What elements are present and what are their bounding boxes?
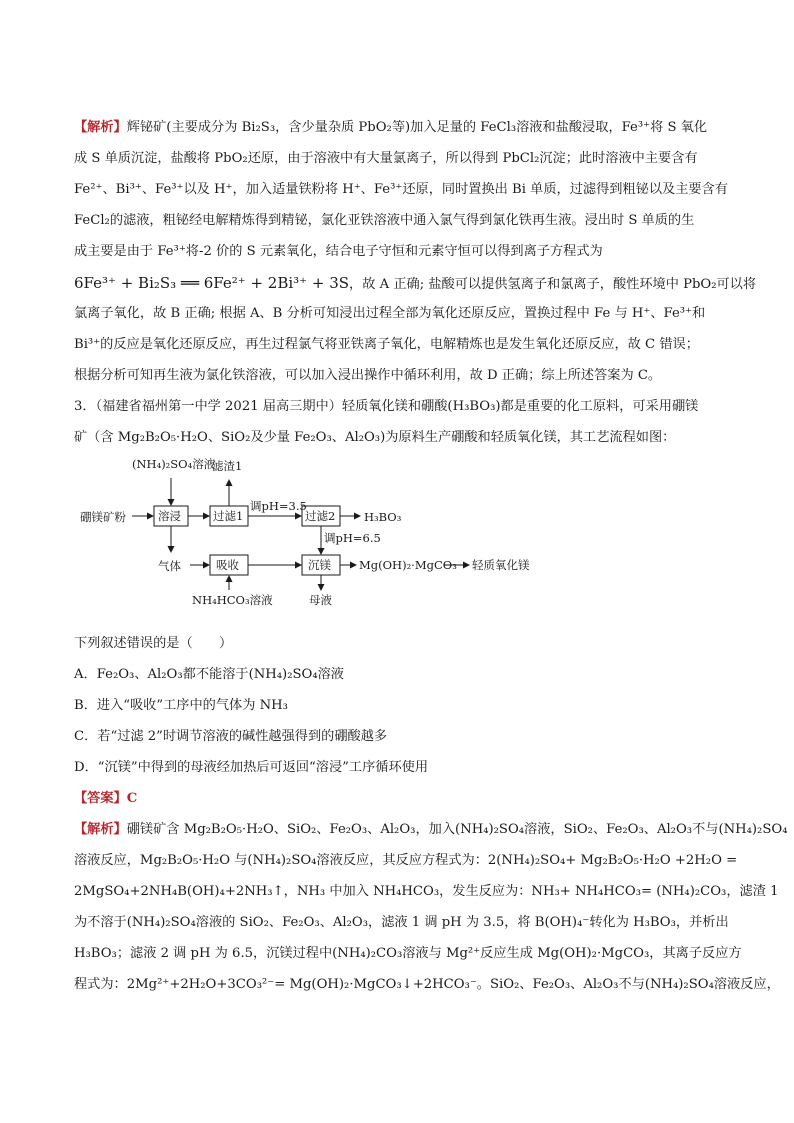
- absorb-label: 吸收: [216, 558, 239, 572]
- residue1-label: 滤渣1: [212, 459, 243, 473]
- para2-line-4: 为不溶于(NH₄)₂SO₄溶液的 SiO₂、Fe₂O₃、Al₂O₃，滤液 1 调 pH 为 3.5，将 B(OH)₄⁻转化为 H₃BO₃，并析出: [74, 915, 729, 930]
- para1-equation-line: 6Fe³⁺ + Bi₂S₃ ══ 6Fe²⁺ + 2Bi³⁺ + 3S，故 A 正确; 盐酸可以提供氢离子和氯离子，酸性环境中 PbO₂可以将: [74, 274, 757, 292]
- answer-line: [74, 789, 724, 809]
- para1-line-4: FeCl₂的滤液，粗铋经电解精炼得到精铋，氯化亚铁溶液中通入氯气得到氯化铁再生液。浸出时 S 单质的生: [74, 213, 695, 228]
- filter2-label: 过滤2: [305, 509, 336, 523]
- para2-line-6: 程式为：2Mg²⁺+2H₂O+3CO₃²⁻= Mg(OH)₂·MgCO₃↓+2HCO₃⁻。SiO₂、Fe₂O₃、Al₂O₃不与(NH₄)₂SO₄溶液反应，: [74, 977, 780, 992]
- option-a: A．Fe₂O₃、Al₂O₃都不能溶于(NH₄)₂SO₄溶液: [74, 667, 344, 682]
- para1-line-8: Bi³⁺的反应是氧化还原反应，再生过程氯气将亚铁离子氧化，电解精炼也是发生氧化还原反应，故 C 错误；: [74, 337, 699, 352]
- light-mgo-label: 轻质氧化镁: [472, 558, 530, 572]
- ph2-label: 调pH=6.5: [324, 531, 381, 545]
- ionic-equation: 6Fe³⁺ + Bi₂S₃ ══ 6Fe²⁺ + 2Bi³⁺ + 3S: [74, 274, 350, 292]
- boric-acid-label: H₃BO₃: [364, 510, 402, 524]
- answer-value: C: [126, 791, 138, 806]
- ph1-label: 调pH=3.5: [250, 499, 307, 513]
- option-b: B．进入“吸收”工序中的气体为 NH₃: [74, 698, 288, 713]
- para1-line-2: 成 S 单质沉淀，盐酸将 PbO₂还原，由于溶液中有大量氯离子，所以得到 PbCl₂沉淀；此时溶液中主要含有: [74, 151, 698, 166]
- question-prompt: 下列叙述错误的是（ ）: [74, 636, 233, 651]
- para2-line-3: 2MgSO₄+2NH₄B(OH)₄+2NH₃↑，NH₃ 中加入 NH₄HCO₃，发生反应为：NH₃+ NH₄HCO₃= (NH₄)₂CO₃，滤渣 1: [74, 884, 779, 899]
- reagent-top-label: (NH₄)₂SO₄溶液: [132, 457, 216, 471]
- ore-label: 硼镁矿粉: [80, 510, 126, 524]
- option-c: C．若“过滤 2”时调节溶液的碱性越强得到的硼酸越多: [74, 729, 388, 744]
- question-line-1: 3．（福建省福州第一中学 2021 届高三期中）轻质氧化镁和硼酸(H₃BO₃)都是重要的化工原料，可采用硼镁: [74, 399, 699, 414]
- intermediate-label: Mg(OH)₂·MgCO₃: [359, 558, 457, 572]
- para1-line-5: 成主要是由于 Fe³⁺将-2 价的 S 元素氧化，结合电子守恒和元素守恒可以得到离子方程式为: [74, 244, 603, 259]
- filter1-label: 过滤1: [213, 509, 244, 523]
- process-flowchart: [74, 430, 544, 610]
- answer-tag: 【答案】: [74, 791, 127, 806]
- para2-line-1: 【解析】硼镁矿含 Mg₂B₂O₅·H₂O、SiO₂、Fe₂O₃、Al₂O₃，加入(NH₄)₂SO₄溶液，SiO₂、Fe₂O₃、Al₂O₃不与(NH₄)₂SO₄: [74, 822, 788, 837]
- question-line-2: 矿（含 Mg₂B₂O₅·H₂O、SiO₂及少量 Fe₂O₃、Al₂O₃)为原料生产硼酸和轻质氧化镁，其工艺流程如图：: [74, 430, 676, 445]
- para1-line-1: 【解析】辉铋矿(主要成分为 Bi₂S₃，含少量杂质 PbO₂等)加入足量的 FeCl₃溶液和盐酸浸取，Fe³⁺将 S 氧化: [74, 120, 708, 135]
- reagent-bottom-label: NH₄HCO₃溶液: [192, 593, 273, 607]
- dissolve-label: 溶浸: [158, 509, 181, 523]
- para2-line-5: H₃BO₃；滤液 2 调 pH 为 6.5，沉镁过程中(NH₄)₂CO₃溶液与 Mg²⁺反应生成 Mg(OH)₂·MgCO₃，其离子反应方: [74, 946, 742, 961]
- analysis-tag: 【解析】: [74, 120, 127, 135]
- analysis-tag-2: 【解析】: [74, 822, 127, 837]
- mother-liquor-label: 母液: [309, 593, 332, 607]
- para1-line-9: 根据分析可知再生液为氯化铁溶液，可以加入浸出操作中循环利用，故 D 正确；综上所述答案为 C。: [74, 368, 662, 383]
- option-d: D．“沉镁”中得到的母液经加热后可返回“溶浸”工序循环使用: [74, 760, 429, 775]
- precip-label: 沉镁: [308, 558, 331, 572]
- gas-label: 气体: [158, 559, 181, 573]
- para2-line-2: 溶液反应，Mg₂B₂O₅·H₂O 与(NH₄)₂SO₄溶液反应，其反应方程式为：2(NH₄)₂SO₄+ Mg₂B₂O₅·H₂O +2H₂O =: [74, 853, 738, 868]
- para1-line-7: 氯离子氧化，故 B 正确; 根据 A、B 分析可知浸出过程全部为氧化还原反应，置换过程中 Fe 与 H⁺、Fe³⁺和: [74, 306, 706, 321]
- para1-line-3: Fe²⁺、Bi³⁺、Fe³⁺以及 H⁺，加入适量铁粉将 H⁺、Fe³⁺还原，同时置换出 Bi 单质，过滤得到粗铋以及主要含有: [74, 182, 728, 197]
